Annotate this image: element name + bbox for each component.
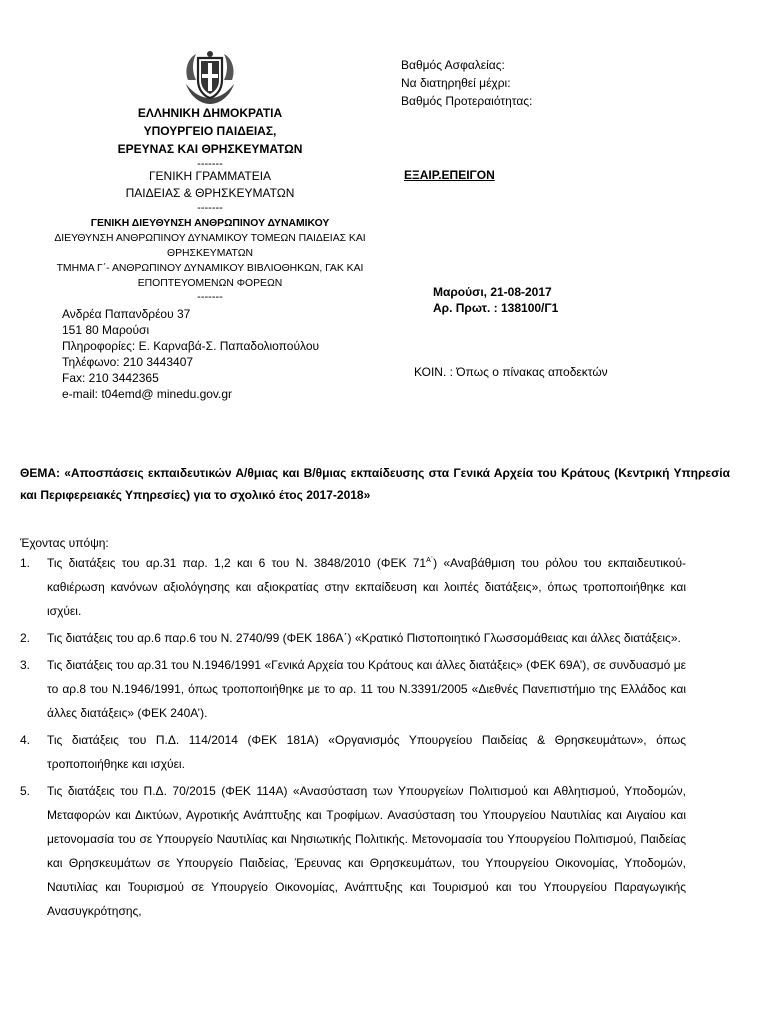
separator-1: -------	[197, 158, 223, 170]
general-directorate: ΓΕΝΙΚΗ ΔΙΕΥΘΥΝΣΗ ΑΝΘΡΩΠΙΝΟΥ ΔΥΝΑΜΙΚΟΥ	[90, 218, 330, 229]
department-line-2: ΕΠΟΠΤΕΥΟΜΕΝΩΝ ΦΟΡΕΩΝ	[137, 278, 283, 289]
department-line-1: ΤΜΗΜΑ Γ΄- ΑΝΘΡΩΠΙΝΟΥ ΔΥΝΑΜΙΚΟΥ ΒΙΒΛΙΟΘΗΚΩΝ, ΓΑΚ ΚΑΙ	[56, 263, 364, 274]
directorate-header	[20, 216, 400, 303]
directorate-line-2: ΘΡΗΣΚΕΥΜΑΤΩΝ	[167, 248, 253, 259]
item-text-part: ) «Αναβάθμιση του ρόλου του εκπαιδευτικού-καθιέρωση κανόνων αξιολόγησης και αξιοκρατίας στην εκπαίδευση και λοιπές διατάξεις», όπως τροποποιήθηκε και ισχύει.	[47, 556, 686, 618]
list-item	[20, 728, 686, 776]
item-text: Τις διατάξεις του Π.Δ. 70/2015 (ΦΕΚ 114Α) «Ανασύσταση των Υπουργείων Πολιτισμού και Αθλητισμού, Υποδομών, Μεταφορών και Δικτύων, Αγροτικής Ανάπτυξης και Τροφίμων. Ανασύσταση του Υπουργείου Ναυτιλίας και Αιγαίου και μετονομασία του σε Υπουργείο Ναυτιλίας και Νησιωτικής Πολιτικής. Μετονομασία του Υπουργείου Πολιτισμού, Παιδείας και Θρησκευμάτων σε Υπουργείο Παιδείας, Έρευνας και Θρησκευμάτων, του Υπουργείου Οικονομίας, Υποδομών, Ναυτιλίας και Τουρισμού σε Υπουργείο Οικονομίας, Ανάπτυξης και Τουρισμού και του Υπουργείου Παραγωγικής Ανασυγκρότησης,	[47, 784, 686, 918]
separator-3: -------	[197, 291, 223, 303]
retain-until: Να διατηρηθεί μέχρι:	[401, 76, 511, 90]
list-item	[20, 551, 686, 623]
subject-line: ΘΕΜΑ: «Αποσπάσεις εκπαιδευτικών Α/θμιας και Β/θμιας εκπαίδευσης στα Γενικά Αρχεία του Κράτους (Κεντρική Υπηρεσία και Περιφερειακές Υπηρεσίες) για το σχολικό έτος 2017-2018»	[20, 466, 730, 502]
info-contacts: Πληροφορίες: Ε. Καρναβά-Σ. Παπαδολιοπούλου	[62, 339, 320, 353]
ministry-line-2: ΕΡΕΥΝΑΣ ΚΑΙ ΘΡΗΣΚΕΥΜΑΤΩΝ	[117, 142, 303, 156]
item-text: Τις διατάξεις του αρ.6 παρ.6 του Ν. 2740/99 (ΦΕΚ 186Α΄) «Κρατικό Πιστοποιητικό Γλωσσομάθειας και άλλες διατάξεις».	[47, 631, 681, 645]
urgency-label: ΕΞΑΙΡ.ΕΠΕΙΓΟΝ	[404, 168, 495, 182]
item-number: 1.	[20, 556, 31, 570]
security-classification: Βαθμός Ασφαλείας:	[401, 58, 505, 72]
having-regard-heading: Έχοντας υπόψη:	[20, 536, 109, 550]
item-text: Τις διατάξεις του Π.Δ. 114/2014 (ΦΕΚ 181Α) «Οργανισμός Υπουργείου Παιδείας & Θρησκευμάτων», όπως τροποποιήθηκε και ισχύει.	[47, 733, 686, 771]
postal-city: 151 80 Μαρούσι	[62, 323, 150, 337]
item-number: 4.	[20, 733, 31, 747]
country-name: ΕΛΛΗΝΙΚΗ ΔΗΜΟΚΡΑΤΙΑ	[137, 106, 283, 120]
separator-2: -------	[197, 202, 223, 214]
item-number: 3.	[20, 658, 31, 672]
superscript: Α΄	[426, 557, 434, 564]
item-text	[47, 551, 686, 623]
item-text: Τις διατάξεις του αρ.31 του Ν.1946/1991 «Γενικά Αρχεία του Κράτους και άλλες διατάξεις» (ΦΕΚ 69Α’), σε συνδυασμό με το αρ.8 του Ν.1946/1991, όπως τροποποιήθηκε με το αρ. 11 του Ν.3391/2005 «Διεθνές Πανεπιστήμιο της Ελλάδος και άλλες διατάξεις» (ΦΕΚ 240Α’).	[47, 658, 686, 720]
legal-basis-list	[20, 551, 686, 926]
secretariat-line-1: ΓΕΝΙΚΗ ΓΡΑΜΜΑΤΕΙΑ	[148, 169, 272, 183]
contact-address	[62, 306, 319, 402]
list-item	[20, 779, 686, 923]
priority-level: Βαθμός Προτεραιότητας:	[401, 94, 533, 108]
list-item	[20, 653, 686, 725]
secretariat-line-2: ΠΑΙΔΕΙΑΣ & ΘΡΗΣΚΕΥΜΑΤΩΝ	[125, 186, 295, 200]
secretariat-header	[20, 168, 400, 214]
place-date: Μαρούσι, 21-08-2017	[433, 285, 552, 299]
coat-of-arms-emblem	[180, 50, 240, 106]
street-address: Ανδρέα Παπανδρέου 37	[62, 307, 191, 321]
protocol-number: Αρ. Πρωτ. : 138100/Γ1	[433, 301, 559, 315]
ministry-line-1: ΥΠΟΥΡΓΕΙΟ ΠΑΙΔΕΙΑΣ,	[143, 124, 277, 138]
list-item	[20, 626, 686, 650]
issuer-header	[20, 104, 400, 170]
phone-number: Τηλέφωνο: 210 3443407	[62, 355, 194, 369]
item-text-part: Τις διατάξεις του αρ.31 παρ. 1,2 και 6 του Ν. 3848/2010 (ΦΕΚ 71	[47, 556, 427, 570]
security-block	[401, 56, 532, 110]
koin-line: ΚΟΙΝ. : Όπως ο πίνακας αποδεκτών	[414, 365, 608, 379]
fax-number: Fax: 210 3442365	[62, 371, 159, 385]
date-protocol-block	[433, 284, 558, 316]
item-number: 5.	[20, 784, 31, 798]
directorate-line-1: ΔΙΕΥΘΥΝΣΗ ΑΝΘΡΩΠΙΝΟΥ ΔΥΝΑΜΙΚΟΥ ΤΟΜΕΩΝ ΠΑΙΔΕΙΑΣ ΚΑΙ	[54, 233, 366, 244]
email-address: e-mail: t04emd@ minedu.gov.gr	[62, 387, 233, 401]
item-number: 2.	[20, 631, 31, 645]
